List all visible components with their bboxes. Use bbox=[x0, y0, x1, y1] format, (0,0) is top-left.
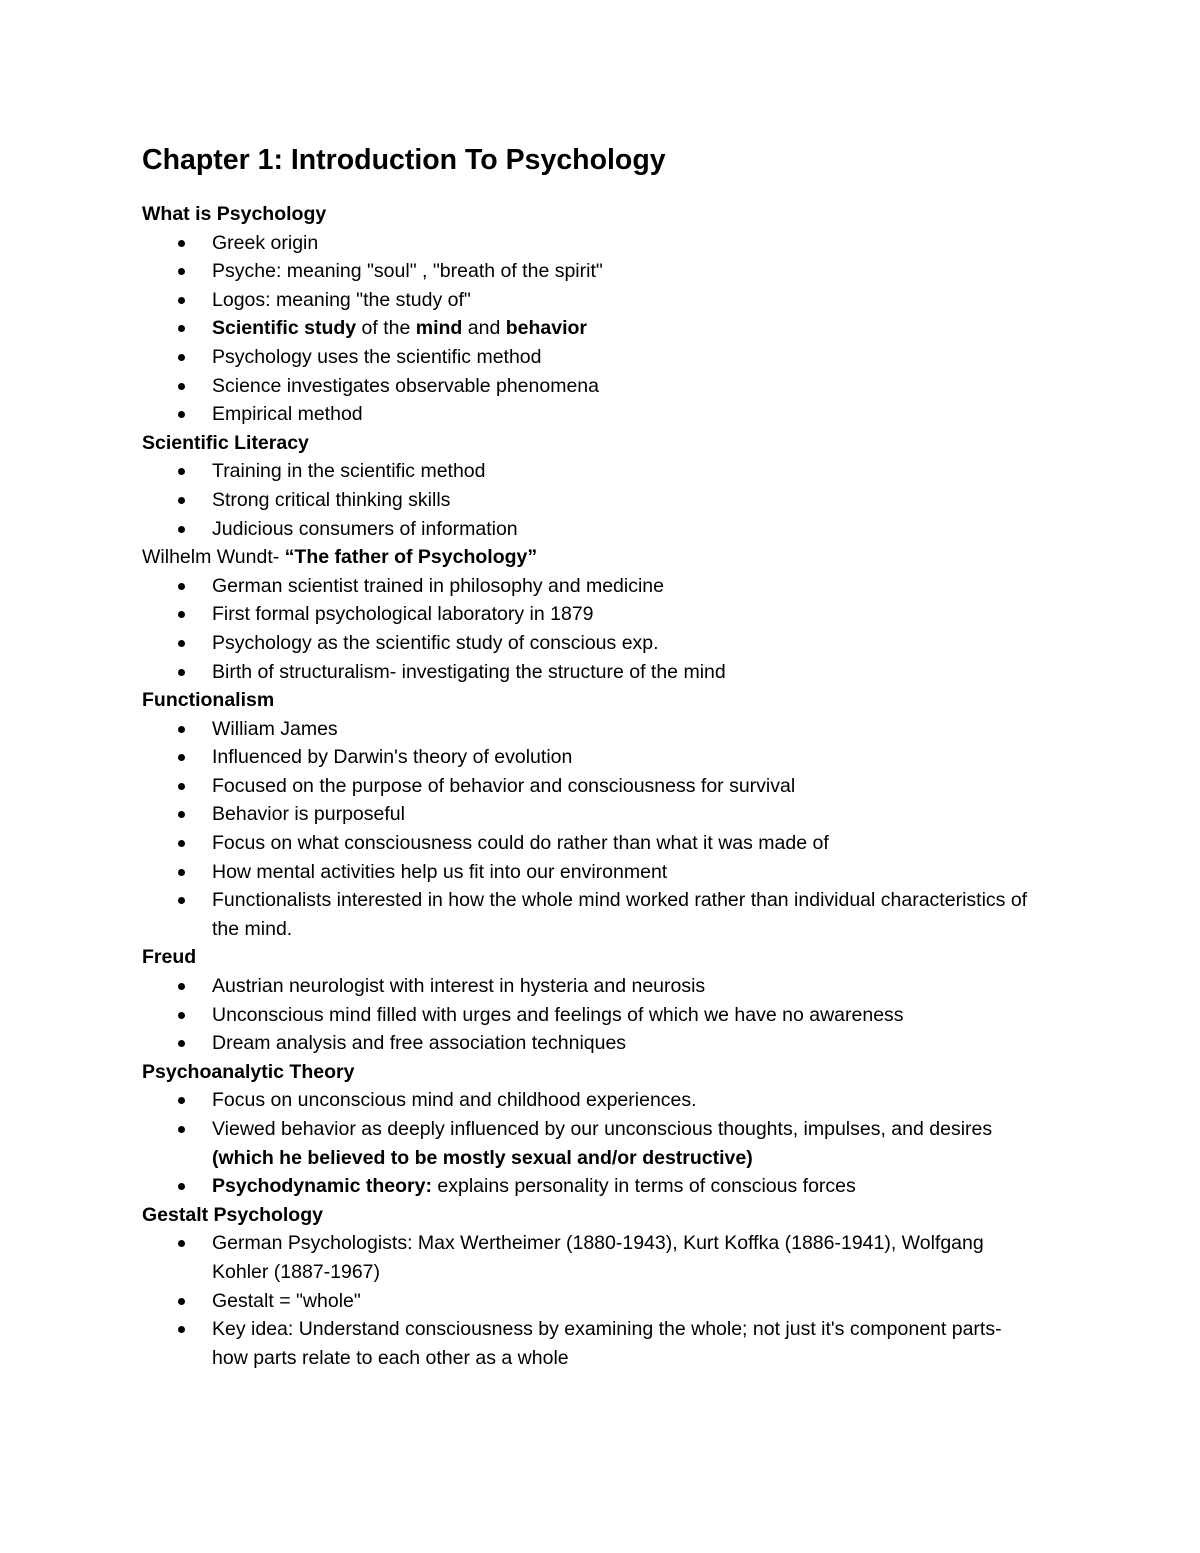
bullet-list bbox=[142, 715, 1042, 944]
bullet-icon bbox=[178, 240, 185, 247]
bullet-icon bbox=[178, 869, 185, 876]
bullet-icon bbox=[178, 811, 185, 818]
bullet-icon bbox=[178, 983, 185, 990]
bullet-icon bbox=[178, 1097, 185, 1104]
list-item bbox=[142, 1229, 1042, 1286]
list-item-text: Birth of structuralism- investigating the structure of the mind bbox=[212, 660, 726, 683]
bold-text-run: (which he believed to be mostly sexual and/or destructive) bbox=[212, 1146, 753, 1169]
section bbox=[142, 1058, 1042, 1201]
list-item bbox=[142, 372, 1042, 401]
bullet-icon bbox=[178, 268, 185, 275]
bullet-icon bbox=[178, 840, 185, 847]
bullet-icon bbox=[178, 383, 185, 390]
section-heading: Functionalism bbox=[142, 689, 275, 712]
bullet-icon bbox=[178, 497, 185, 504]
section bbox=[142, 429, 1042, 543]
list-item-text: Key idea: Understand consciousness by examining the whole; not just it's component parts- how parts relate to each other as a whole bbox=[212, 1318, 1002, 1369]
section bbox=[142, 543, 1042, 686]
bullet-icon bbox=[178, 1012, 185, 1019]
list-item bbox=[142, 715, 1042, 744]
list-item-text: Science investigates observable phenomena bbox=[212, 374, 600, 397]
text-run: Viewed behavior as deeply influenced by our unconscious thoughts, impulses, and desires bbox=[212, 1118, 993, 1140]
list-item-text: Psychology as the scientific study of conscious exp. bbox=[212, 631, 659, 654]
bullet-icon bbox=[178, 783, 185, 790]
section-heading: What is Psychology bbox=[142, 203, 327, 225]
section-heading: Scientific Literacy bbox=[142, 431, 309, 454]
bullet-list bbox=[142, 457, 1042, 543]
list-item-text: How mental activities help us fit into our environment bbox=[212, 860, 668, 883]
list-item-text: Behavior is purposeful bbox=[212, 803, 405, 826]
list-item bbox=[142, 1172, 1042, 1201]
list-item-text: Influenced by Darwin's theory of evolution bbox=[212, 746, 573, 769]
list-item-text bbox=[212, 1118, 992, 1169]
list-item bbox=[142, 829, 1042, 858]
list-item-text: Training in the scientific method bbox=[212, 460, 486, 483]
list-item-text: First formal psychological laboratory in 1879 bbox=[212, 603, 594, 626]
bold-text-run: Psychodynamic theory: bbox=[212, 1175, 432, 1198]
bullet-list bbox=[142, 229, 1042, 429]
list-item-text: German Psychologists: Max Wertheimer (1880-1943), Kurt Koffka (1886-1941), Wolfgang Kohler (1887-1967) bbox=[212, 1232, 984, 1283]
list-item bbox=[142, 858, 1042, 887]
bold-text-run: Scientific study bbox=[212, 317, 357, 340]
bullet-icon bbox=[178, 1326, 185, 1333]
bullet-icon bbox=[178, 754, 185, 761]
list-item bbox=[142, 400, 1042, 429]
bullet-icon bbox=[178, 897, 185, 904]
list-item bbox=[142, 886, 1042, 943]
bullet-list bbox=[142, 1086, 1042, 1200]
document-page bbox=[142, 140, 1042, 1372]
section bbox=[142, 943, 1042, 1057]
list-item bbox=[142, 658, 1042, 687]
list-item-text bbox=[212, 1175, 856, 1197]
text-run: of the bbox=[356, 317, 416, 340]
list-item bbox=[142, 743, 1042, 772]
bullet-icon bbox=[178, 354, 185, 361]
bullet-icon bbox=[178, 1240, 185, 1247]
list-item bbox=[142, 515, 1042, 544]
bold-text-run: behavior bbox=[505, 317, 587, 340]
list-item-text bbox=[212, 317, 587, 339]
list-item-text: Empirical method bbox=[212, 403, 363, 426]
bullet-icon bbox=[178, 411, 185, 418]
list-item bbox=[142, 972, 1042, 1001]
list-item-text: Functionalists interested in how the whole mind worked rather than individual characteristics of the mind. bbox=[212, 889, 1028, 940]
list-item-text: Psychology uses the scientific method bbox=[212, 345, 542, 368]
list-item bbox=[142, 229, 1042, 258]
section-heading bbox=[142, 543, 1042, 572]
bullet-icon bbox=[178, 297, 185, 304]
bold-text-run: mind bbox=[415, 317, 463, 340]
bullet-icon bbox=[178, 1126, 185, 1133]
list-item-text: Psyche: meaning "soul" , "breath of the spirit" bbox=[212, 260, 603, 283]
list-item bbox=[142, 286, 1042, 315]
list-item bbox=[142, 314, 1042, 343]
list-item-text: Focus on what consciousness could do rather than what it was made of bbox=[212, 832, 829, 855]
list-item bbox=[142, 1115, 1042, 1172]
list-item-text: Dream analysis and free association techniques bbox=[212, 1032, 627, 1055]
list-item-text: Focus on unconscious mind and childhood experiences. bbox=[212, 1089, 697, 1112]
bullet-icon bbox=[178, 1298, 185, 1305]
list-item bbox=[142, 1086, 1042, 1115]
list-item bbox=[142, 772, 1042, 801]
list-item bbox=[142, 1315, 1042, 1372]
bullet-icon bbox=[178, 1183, 185, 1190]
list-item-text: Austrian neurologist with interest in hysteria and neurosis bbox=[212, 975, 706, 998]
section bbox=[142, 686, 1042, 943]
list-item bbox=[142, 257, 1042, 286]
text-run: explains personality in terms of conscious forces bbox=[431, 1175, 856, 1198]
list-item bbox=[142, 800, 1042, 829]
list-item-text: Greek origin bbox=[212, 231, 319, 254]
list-item bbox=[142, 343, 1042, 372]
bullet-icon bbox=[178, 611, 185, 618]
list-item bbox=[142, 486, 1042, 515]
text-run: Wilhelm Wundt- bbox=[142, 546, 285, 569]
bullet-icon bbox=[178, 1040, 185, 1047]
bold-text-run: “The father of Psychology” bbox=[284, 546, 538, 569]
bullet-icon bbox=[178, 526, 185, 533]
list-item-text: German scientist trained in philosophy and medicine bbox=[212, 574, 664, 597]
list-item bbox=[142, 1029, 1042, 1058]
list-item bbox=[142, 1287, 1042, 1316]
document-body bbox=[142, 200, 1042, 1372]
section bbox=[142, 1201, 1042, 1373]
list-item bbox=[142, 457, 1042, 486]
list-item-text: Strong critical thinking skills bbox=[212, 488, 451, 511]
list-item bbox=[142, 572, 1042, 601]
bullet-icon bbox=[178, 325, 185, 332]
list-item bbox=[142, 600, 1042, 629]
list-item-text: William James bbox=[212, 717, 338, 740]
section-heading: Gestalt Psychology bbox=[142, 1203, 323, 1226]
bullet-icon bbox=[178, 669, 185, 676]
bullet-list bbox=[142, 972, 1042, 1058]
list-item-text: Gestalt = "whole" bbox=[212, 1289, 361, 1312]
section-heading: Psychoanalytic Theory bbox=[142, 1060, 355, 1083]
list-item-text: Focused on the purpose of behavior and consciousness for survival bbox=[212, 774, 796, 797]
list-item-text: Unconscious mind filled with urges and feelings of which we have no awareness bbox=[212, 1003, 904, 1026]
list-item-text: Logos: meaning "the study of" bbox=[212, 288, 471, 311]
section-heading: Freud bbox=[142, 946, 197, 969]
list-item bbox=[142, 1001, 1042, 1030]
bullet-icon bbox=[178, 583, 185, 590]
document-title: Chapter 1: Introduction To Psychology bbox=[142, 144, 666, 176]
bullet-list bbox=[142, 1229, 1042, 1372]
text-run: and bbox=[462, 317, 506, 340]
bullet-list bbox=[142, 572, 1042, 686]
list-item bbox=[142, 629, 1042, 658]
bullet-icon bbox=[178, 640, 185, 647]
bullet-icon bbox=[178, 726, 185, 733]
list-item-text: Judicious consumers of information bbox=[212, 517, 518, 540]
bullet-icon bbox=[178, 468, 185, 475]
section bbox=[142, 200, 1042, 429]
